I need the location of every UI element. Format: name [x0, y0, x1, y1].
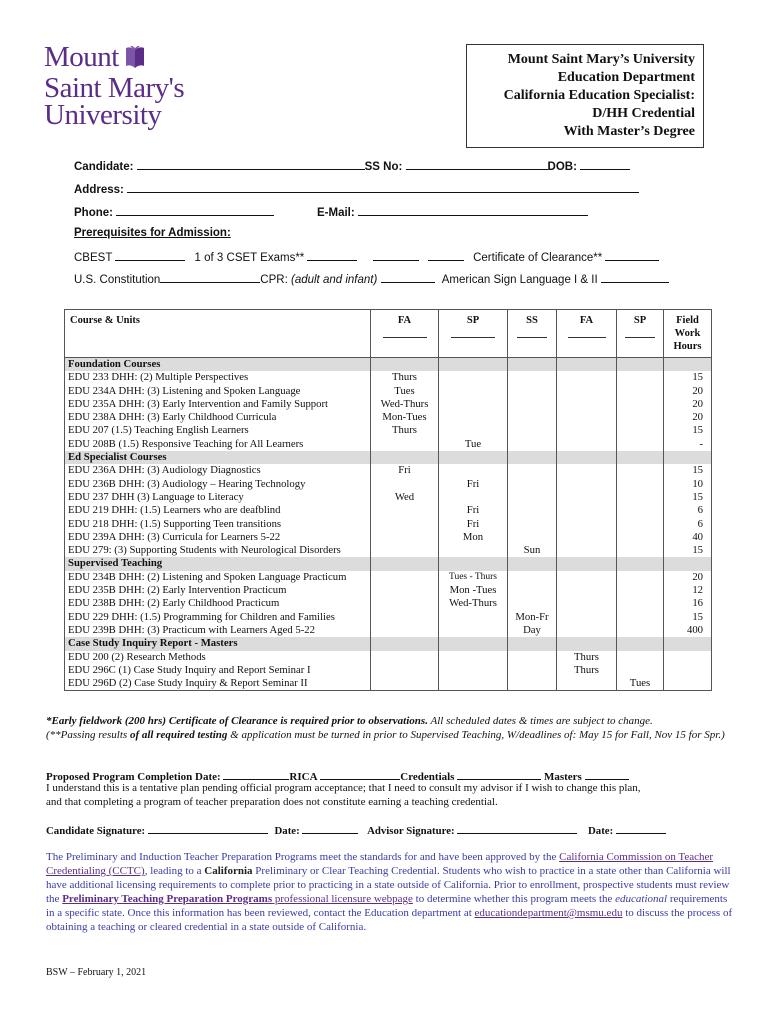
course-name-cell: EDU 237 DHH (3) Language to Literacy	[65, 491, 371, 504]
logo-line-2: Saint Mary's	[44, 72, 185, 104]
course-row	[65, 491, 712, 504]
col-ss: SS	[508, 310, 557, 358]
acknowledgement-line-2: and that completing a program of teacher preparation does not constitute earning a teaching credential.	[46, 796, 498, 808]
section-filler-cell	[439, 358, 508, 372]
field-hours-cell: 20	[664, 385, 712, 398]
candidate-row	[74, 158, 630, 173]
course-name-cell: EDU 234A DHH: (3) Listening and Spoken Language	[65, 385, 371, 398]
schedule-cell-sp1	[439, 664, 508, 677]
schedule-cell-sp2	[617, 504, 664, 517]
course-row	[65, 611, 712, 624]
course-row	[65, 371, 712, 384]
schedule-cell-fa2: Thurs	[557, 664, 617, 677]
section-filler-cell	[617, 451, 664, 464]
constitution-label: U.S. Constitution	[74, 274, 161, 286]
signature-row	[46, 822, 736, 837]
title-line-1: Mount Saint Mary’s University	[507, 52, 695, 67]
section-filler-cell	[664, 637, 712, 650]
section-filler-cell	[664, 557, 712, 570]
schedule-cell-sp2	[617, 651, 664, 664]
course-name-cell: EDU 235B DHH: (2) Early Intervention Practicum	[65, 584, 371, 597]
email-row	[317, 204, 588, 219]
cset-field-2[interactable]	[373, 249, 419, 261]
section-header-row	[65, 557, 712, 570]
course-name-cell: EDU 296D (2) Case Study Inquiry & Report Seminar II	[65, 677, 371, 691]
schedule-cell-fa1	[371, 531, 439, 544]
email-link[interactable]: educationdepartment@msmu.edu	[474, 907, 623, 919]
schedule-cell-sp1: Tue	[439, 438, 508, 451]
section-filler-cell	[664, 358, 712, 372]
cpr-label: CPR:	[260, 274, 288, 286]
schedule-cell-sp1: Mon	[439, 531, 508, 544]
table-header-row	[65, 310, 712, 358]
cset-field-3[interactable]	[428, 249, 464, 261]
course-row	[65, 504, 712, 517]
schedule-cell-ss	[508, 371, 557, 384]
course-row	[65, 438, 712, 451]
cctc-link[interactable]: California Commission on Teacher Credentialing (CCTC)	[46, 851, 714, 877]
schedule-cell-sp2	[617, 424, 664, 437]
course-name-cell: EDU 239B DHH: (3) Practicum with Learners Aged 5-22	[65, 624, 371, 637]
course-name-cell: EDU 233 DHH: (2) Multiple Perspectives	[65, 371, 371, 384]
schedule-cell-sp2	[617, 624, 664, 637]
dob-field[interactable]	[580, 158, 630, 170]
section-title: Foundation Courses	[65, 358, 371, 372]
field-hours-cell	[664, 651, 712, 664]
section-header-row	[65, 451, 712, 464]
course-row	[65, 531, 712, 544]
advisor-signature-label: Advisor Signature:	[367, 825, 455, 837]
course-name-cell: EDU 218 DHH: (1.5) Supporting Teen transitions	[65, 518, 371, 531]
schedule-cell-sp1: Tues - Thurs	[439, 571, 508, 584]
course-row	[65, 464, 712, 477]
section-filler-cell	[439, 557, 508, 570]
schedule-cell-sp2	[617, 597, 664, 610]
schedule-cell-ss: Mon-Fr	[508, 611, 557, 624]
course-table-body	[65, 358, 712, 691]
section-filler-cell	[557, 637, 617, 650]
schedule-cell-sp2	[617, 518, 664, 531]
field-hours-cell: 15	[664, 611, 712, 624]
prereq-row-2	[74, 271, 669, 286]
date-label-2: Date:	[588, 825, 614, 837]
course-name-cell: EDU 236B DHH: (3) Audiology – Hearing Technology	[65, 478, 371, 491]
schedule-cell-ss	[508, 518, 557, 531]
schedule-cell-sp1	[439, 385, 508, 398]
course-name-cell: EDU 207 (1.5) Teaching English Learners	[65, 424, 371, 437]
col-fa-2: FA	[557, 310, 617, 358]
cbest-label: CBEST	[74, 252, 113, 264]
program-title-box	[466, 44, 704, 148]
schedule-cell-ss	[508, 504, 557, 517]
email-field[interactable]	[358, 204, 588, 216]
field-hours-cell: 15	[664, 491, 712, 504]
schedule-cell-fa2	[557, 464, 617, 477]
cset-field[interactable]	[307, 249, 357, 261]
col-course: Course & Units	[65, 310, 371, 358]
acknowledgement-line-1: I understand this is a tentative plan pending official program acceptance; that I need to consult my advisor if I wish to change this plan,	[46, 782, 641, 794]
candidate-signature-label: Candidate Signature:	[46, 825, 146, 837]
note-2: (**Passing results of all required testing & application must be turned in prior to Supervised Teaching, W/deadlines of: May 15 for Fall, Nov 15 for Spr.)	[46, 729, 725, 741]
schedule-cell-ss	[508, 531, 557, 544]
schedule-cell-sp1: Fri	[439, 478, 508, 491]
title-line-5: With Master’s Degree	[563, 124, 695, 139]
rica-field[interactable]	[320, 768, 400, 780]
schedule-cell-fa2	[557, 518, 617, 531]
schedule-cell-fa1	[371, 544, 439, 557]
cpr-field[interactable]	[381, 271, 435, 283]
schedule-cell-fa1: Wed-Thurs	[371, 398, 439, 411]
schedule-cell-sp1	[439, 424, 508, 437]
phone-row	[74, 204, 274, 219]
schedule-cell-fa1	[371, 611, 439, 624]
schedule-cell-fa1	[371, 584, 439, 597]
schedule-cell-ss	[508, 411, 557, 424]
logo-line-1: Mount	[44, 44, 234, 75]
asl-field[interactable]	[601, 271, 669, 283]
section-title: Case Study Inquiry Report - Masters	[65, 637, 371, 650]
schedule-cell-sp2	[617, 398, 664, 411]
section-title: Supervised Teaching	[65, 557, 371, 570]
schedule-cell-sp2	[617, 491, 664, 504]
course-name-cell: EDU 238A DHH: (3) Early Childhood Curricula	[65, 411, 371, 424]
schedule-cell-fa2	[557, 571, 617, 584]
schedule-cell-fa2	[557, 611, 617, 624]
field-hours-cell: 10	[664, 478, 712, 491]
schedule-cell-ss	[508, 584, 557, 597]
address-field[interactable]	[127, 181, 639, 193]
col-field-hours: Field Work Hours	[664, 310, 712, 358]
schedule-cell-fa1	[371, 504, 439, 517]
candidate-field[interactable]	[137, 158, 365, 170]
field-hours-cell: 15	[664, 371, 712, 384]
ssn-label: SS No:	[364, 161, 403, 173]
section-filler-cell	[439, 451, 508, 464]
field-hours-cell	[664, 677, 712, 691]
field-hours-cell: 40	[664, 531, 712, 544]
schedule-cell-fa2	[557, 597, 617, 610]
field-hours-cell: 15	[664, 424, 712, 437]
schedule-cell-sp2	[617, 611, 664, 624]
schedule-cell-sp2	[617, 371, 664, 384]
course-name-cell: EDU 219 DHH: (1.5) Learners who are deafblind	[65, 504, 371, 517]
section-filler-cell	[508, 358, 557, 372]
field-hours-cell	[664, 664, 712, 677]
masters-field[interactable]	[585, 768, 629, 780]
course-name-cell: EDU 235A DHH: (3) Early Intervention and Family Support	[65, 398, 371, 411]
section-filler-cell	[508, 637, 557, 650]
course-name-cell: EDU 239A DHH: (3) Curricula for Learners 5-22	[65, 531, 371, 544]
section-filler-cell	[371, 358, 439, 372]
completion-label: Proposed Program Completion Date:	[46, 771, 221, 783]
schedule-cell-fa1: Fri	[371, 464, 439, 477]
course-row	[65, 424, 712, 437]
course-table	[64, 309, 712, 691]
schedule-cell-fa1: Thurs	[371, 424, 439, 437]
schedule-cell-sp2	[617, 531, 664, 544]
course-row	[65, 478, 712, 491]
field-hours-cell: 20	[664, 571, 712, 584]
constitution-field[interactable]	[160, 271, 260, 283]
schedule-cell-ss	[508, 491, 557, 504]
schedule-cell-ss	[508, 677, 557, 691]
section-filler-cell	[371, 451, 439, 464]
course-name-cell: EDU 296C (1) Case Study Inquiry and Report Seminar I	[65, 664, 371, 677]
schedule-cell-ss	[508, 385, 557, 398]
schedule-cell-ss	[508, 651, 557, 664]
course-name-cell: EDU 234B DHH: (2) Listening and Spoken Language Practicum	[65, 571, 371, 584]
book-icon	[125, 46, 145, 75]
schedule-cell-fa1	[371, 571, 439, 584]
course-row	[65, 411, 712, 424]
masters-label: Masters	[543, 771, 582, 783]
field-hours-cell: -	[664, 438, 712, 451]
field-hours-cell: 16	[664, 597, 712, 610]
date-field-2[interactable]	[616, 822, 666, 834]
col-sp-1: SP	[439, 310, 508, 358]
section-filler-cell	[557, 557, 617, 570]
schedule-cell-sp2	[617, 544, 664, 557]
prereq-title: Prerequisites for Admission:	[74, 227, 231, 239]
section-filler-cell	[371, 557, 439, 570]
section-filler-cell	[439, 637, 508, 650]
university-logo	[44, 41, 234, 131]
col-fa-1: FA	[371, 310, 439, 358]
schedule-cell-fa2	[557, 411, 617, 424]
course-row	[65, 624, 712, 637]
dob-label: DOB:	[547, 161, 577, 173]
schedule-cell-fa1	[371, 478, 439, 491]
section-filler-cell	[617, 637, 664, 650]
course-row	[65, 544, 712, 557]
schedule-cell-ss	[508, 571, 557, 584]
schedule-cell-fa2	[557, 531, 617, 544]
ssn-field[interactable]	[406, 158, 548, 170]
schedule-cell-fa2	[557, 478, 617, 491]
schedule-cell-sp2	[617, 584, 664, 597]
field-hours-cell: 6	[664, 504, 712, 517]
col-sp-2: SP	[617, 310, 664, 358]
schedule-cell-fa1	[371, 677, 439, 691]
schedule-cell-sp2	[617, 411, 664, 424]
course-row	[65, 385, 712, 398]
course-row	[65, 584, 712, 597]
schedule-cell-fa2	[557, 398, 617, 411]
address-row	[74, 181, 639, 196]
schedule-cell-ss	[508, 597, 557, 610]
schedule-cell-ss: Sun	[508, 544, 557, 557]
section-filler-cell	[557, 451, 617, 464]
schedule-cell-fa2	[557, 424, 617, 437]
schedule-cell-sp2	[617, 464, 664, 477]
section-header-row	[65, 637, 712, 650]
field-hours-cell: 6	[664, 518, 712, 531]
email-label: E-Mail:	[317, 207, 355, 219]
address-label: Address:	[74, 184, 124, 196]
section-filler-cell	[557, 358, 617, 372]
licensure-webpage-link[interactable]: Preliminary Teaching Preparation Programs professional licensure webpage	[62, 893, 413, 905]
schedule-cell-sp2	[617, 438, 664, 451]
schedule-cell-fa2	[557, 438, 617, 451]
schedule-cell-sp1	[439, 611, 508, 624]
schedule-cell-fa1	[371, 438, 439, 451]
field-hours-cell: 400	[664, 624, 712, 637]
schedule-cell-sp1: Wed-Thurs	[439, 597, 508, 610]
schedule-cell-fa1: Wed	[371, 491, 439, 504]
completion-field[interactable]	[223, 768, 289, 780]
field-hours-cell: 12	[664, 584, 712, 597]
phone-field[interactable]	[116, 204, 274, 216]
section-title: Ed Specialist Courses	[65, 451, 371, 464]
candidate-label: Candidate:	[74, 161, 134, 173]
logo-line-3: University	[44, 99, 162, 131]
credentials-label: Credentials	[400, 771, 455, 783]
schedule-cell-fa2	[557, 371, 617, 384]
schedule-cell-ss	[508, 478, 557, 491]
credentials-field[interactable]	[457, 768, 541, 780]
field-hours-cell: 15	[664, 464, 712, 477]
schedule-cell-sp1	[439, 464, 508, 477]
course-row	[65, 664, 712, 677]
schedule-cell-fa1: Thurs	[371, 371, 439, 384]
schedule-cell-sp1: Fri	[439, 504, 508, 517]
schedule-cell-sp1	[439, 411, 508, 424]
schedule-cell-fa1: Tues	[371, 385, 439, 398]
schedule-cell-fa2	[557, 677, 617, 691]
schedule-cell-fa1	[371, 597, 439, 610]
field-hours-cell: 20	[664, 398, 712, 411]
schedule-cell-sp1	[439, 651, 508, 664]
clearance-label: Certificate of Clearance**	[473, 252, 603, 264]
schedule-cell-sp2	[617, 664, 664, 677]
schedule-cell-fa2	[557, 491, 617, 504]
advisor-signature-field[interactable]	[457, 822, 577, 834]
schedule-cell-sp2	[617, 478, 664, 491]
schedule-cell-fa2: Thurs	[557, 651, 617, 664]
schedule-cell-ss	[508, 464, 557, 477]
course-row	[65, 651, 712, 664]
schedule-cell-fa1	[371, 664, 439, 677]
section-header-row	[65, 358, 712, 372]
section-filler-cell	[508, 557, 557, 570]
section-filler-cell	[617, 358, 664, 372]
schedule-cell-sp2: Tues	[617, 677, 664, 691]
cbest-field[interactable]	[115, 249, 185, 261]
title-line-4: D/HH Credential	[592, 106, 695, 121]
course-name-cell: EDU 229 DHH: (1.5) Programming for Children and Families	[65, 611, 371, 624]
schedule-cell-sp2	[617, 571, 664, 584]
schedule-cell-ss: Day	[508, 624, 557, 637]
schedule-cell-sp1	[439, 398, 508, 411]
schedule-cell-fa2	[557, 504, 617, 517]
schedule-cell-sp1	[439, 544, 508, 557]
course-row	[65, 597, 712, 610]
schedule-cell-ss	[508, 424, 557, 437]
prereq-row-1	[74, 249, 659, 264]
schedule-cell-fa1	[371, 651, 439, 664]
footer-version: BSW – February 1, 2021	[46, 967, 147, 978]
field-hours-cell: 20	[664, 411, 712, 424]
cpr-note: (adult and infant)	[290, 274, 378, 286]
title-line-2: Education Department	[557, 70, 695, 85]
schedule-cell-fa1	[371, 624, 439, 637]
field-hours-cell: 15	[664, 544, 712, 557]
date-label-1: Date:	[274, 825, 300, 837]
schedule-cell-ss	[508, 664, 557, 677]
section-filler-cell	[371, 637, 439, 650]
schedule-cell-fa1	[371, 518, 439, 531]
schedule-cell-fa2	[557, 584, 617, 597]
schedule-cell-ss	[508, 438, 557, 451]
clearance-field[interactable]	[605, 249, 659, 261]
asl-label: American Sign Language I & II	[441, 274, 598, 286]
section-filler-cell	[508, 451, 557, 464]
standards-paragraph: The Preliminary and Induction Teacher Preparation Programs meet the standards for and have been approved by the California Commission on Teacher Credentialing (CCTC), leading to a California Preliminary or Clear Teaching Credential. Students who wish to practice in a state other than California will have additional licensing requirements to complete prior to practicing in a state outside of California. Prior to enrollment, prospective students must review the Preliminary Teaching Preparation Programs professional licensure webpage to determine whether this program meets the educational requirements in a specific state. Once this information has been reviewed, contact the Education department at educationdepartment@msmu.edu to discuss the process of obtaining a teaching or cleared credential in a state outside of California.	[46, 851, 733, 933]
schedule-cell-fa2	[557, 385, 617, 398]
rica-label: RICA	[289, 771, 318, 783]
schedule-cell-sp1: Fri	[439, 518, 508, 531]
course-name-cell: EDU 279: (3) Supporting Students with Neurological Disorders	[65, 544, 371, 557]
section-filler-cell	[664, 451, 712, 464]
course-row	[65, 571, 712, 584]
cset-label: 1 of 3 CSET Exams**	[194, 252, 305, 264]
course-name-cell: EDU 200 (2) Research Methods	[65, 651, 371, 664]
schedule-cell-sp1	[439, 624, 508, 637]
title-line-3: California Education Specialist:	[503, 88, 695, 103]
schedule-cell-fa2	[557, 624, 617, 637]
course-row	[65, 518, 712, 531]
schedule-cell-sp1: Mon -Tues	[439, 584, 508, 597]
course-name-cell: EDU 236A DHH: (3) Audiology Diagnostics	[65, 464, 371, 477]
schedule-cell-fa1: Mon-Tues	[371, 411, 439, 424]
schedule-cell-fa2	[557, 544, 617, 557]
course-row	[65, 677, 712, 691]
schedule-cell-sp1	[439, 371, 508, 384]
date-field-1[interactable]	[302, 822, 358, 834]
schedule-cell-sp1	[439, 491, 508, 504]
course-name-cell: EDU 208B (1.5) Responsive Teaching for All Learners	[65, 438, 371, 451]
course-name-cell: EDU 238B DHH: (2) Early Childhood Practicum	[65, 597, 371, 610]
course-row	[65, 398, 712, 411]
candidate-signature-field[interactable]	[148, 822, 268, 834]
schedule-cell-sp1	[439, 677, 508, 691]
notes	[46, 714, 726, 742]
section-filler-cell	[617, 557, 664, 570]
schedule-cell-sp2	[617, 385, 664, 398]
schedule-cell-ss	[508, 398, 557, 411]
phone-label: Phone:	[74, 207, 113, 219]
note-1: *Early fieldwork (200 hrs) Certificate of Clearance is required prior to observations. All scheduled dates & times are subject to change.	[46, 715, 653, 727]
